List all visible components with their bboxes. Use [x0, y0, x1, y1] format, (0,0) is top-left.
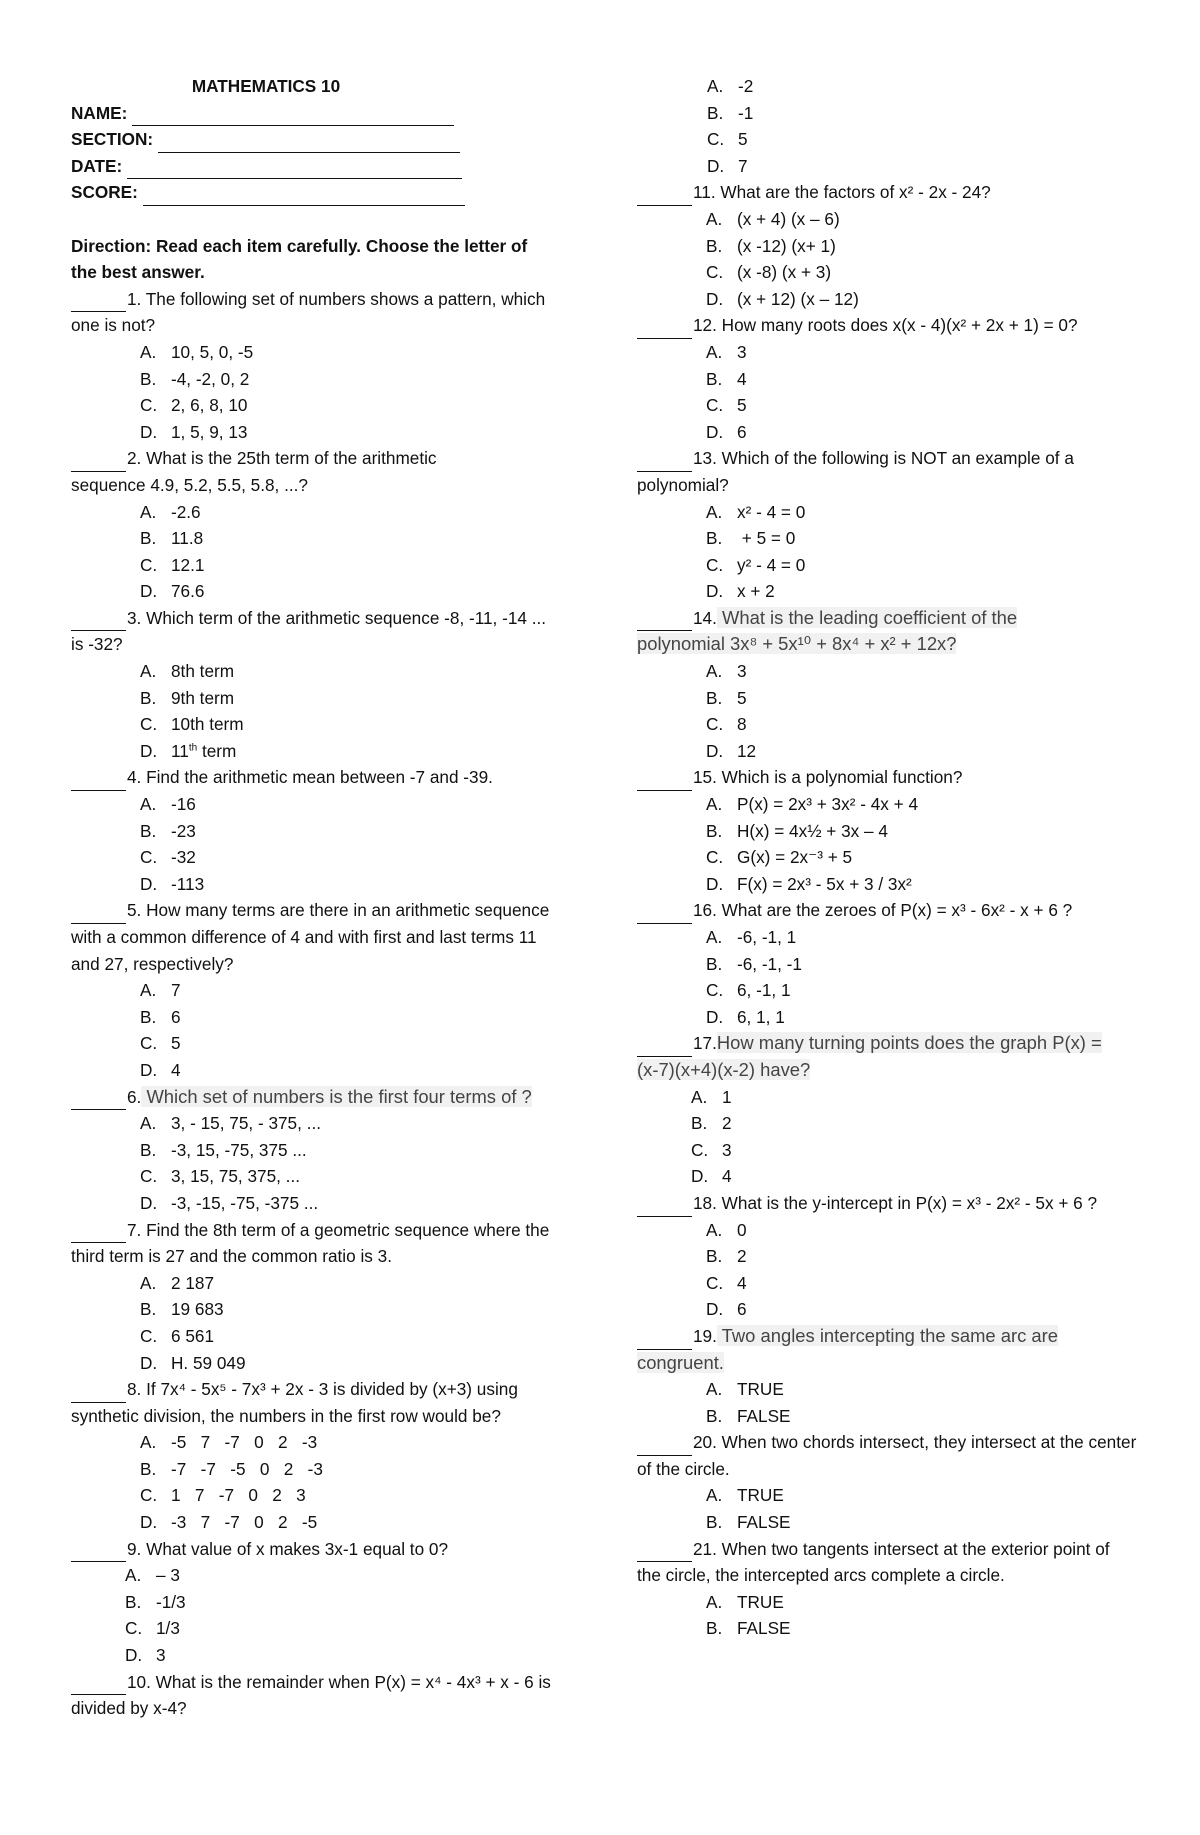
option-a[interactable]: A. -5 7 -7 0 2 -3	[140, 1432, 318, 1453]
option-b[interactable]: B. 19 683	[140, 1299, 224, 1320]
option-c[interactable]: C. y² - 4 = 0	[706, 554, 806, 575]
question-21: 21. When two tangents intersect at the exterior point of the circle, the intercepted arcs complete a circle.	[637, 1538, 1110, 1586]
option-a[interactable]: A. 0	[706, 1219, 747, 1240]
direction-text: Direction: Read each item carefully. Choose the letter of the best answer.	[71, 235, 528, 283]
option-b[interactable]: B. + 5 = 0	[706, 528, 796, 549]
option-b[interactable]: B. -6, -1, -1	[706, 953, 802, 974]
section-field[interactable]	[71, 126, 571, 153]
option-d[interactable]: D. 76.6	[140, 581, 205, 602]
name-field[interactable]	[71, 100, 571, 127]
option-b[interactable]: B. FALSE	[706, 1512, 791, 1533]
option-a[interactable]: A. P(x) = 2x³ + 3x² - 4x + 4	[706, 794, 919, 815]
option-a[interactable]: A. 8th term	[140, 661, 235, 682]
option-b[interactable]: B. -1	[707, 102, 754, 123]
question-10: 10. What is the remainder when P(x) = x⁴ - 4x³ + x - 6 is divided by x-4?	[71, 1671, 551, 1719]
score-label: SCORE:	[71, 182, 138, 203]
option-b[interactable]: B. 2	[691, 1113, 732, 1134]
option-c[interactable]: C. G(x) = 2x⁻³ + 5	[706, 847, 853, 868]
option-b[interactable]: B. FALSE	[706, 1405, 791, 1426]
question-6: 6. Which set of numbers is the first four terms of ?	[71, 1084, 571, 1111]
question-3: 3. Which term of the arithmetic sequence -8, -11, -14 ... is -32?	[71, 607, 547, 655]
option-c[interactable]: C. 10th term	[140, 714, 244, 735]
date-field[interactable]	[71, 153, 571, 180]
option-c[interactable]: C. 5	[140, 1033, 181, 1054]
option-a[interactable]: A. (x + 4) (x – 6)	[706, 208, 840, 229]
section-label: SECTION:	[71, 129, 154, 150]
option-b[interactable]: B. 9th term	[140, 687, 235, 708]
option-a[interactable]: A. -16	[140, 794, 196, 815]
option-a[interactable]: A. x² - 4 = 0	[706, 501, 806, 522]
option-b[interactable]: B. 11.8	[140, 528, 204, 549]
option-b[interactable]: B. -23	[140, 820, 196, 841]
option-c[interactable]: C. 2, 6, 8, 10	[140, 395, 248, 416]
question-8: 8. If 7x⁴ - 5x⁵ - 7x³ + 2x - 3 is divided by (x+3) using synthetic division, the numbers in the first row would be?	[71, 1379, 518, 1426]
answer-blank[interactable]	[71, 1675, 126, 1695]
option-b[interactable]: B. -1/3	[125, 1591, 186, 1612]
option-d[interactable]: D. 6, 1, 1	[706, 1006, 785, 1027]
answer-blank[interactable]	[71, 771, 126, 791]
option-c[interactable]: C. 6 561	[140, 1325, 215, 1346]
answer-blank[interactable]	[637, 771, 692, 791]
option-a[interactable]: A. 3	[706, 341, 747, 362]
score-field[interactable]	[71, 179, 571, 206]
option-a[interactable]: A. – 3	[125, 1565, 180, 1586]
question-14: 14. What is the leading coefficient of the polynomial 3x⁸ + 5x¹⁰ + 8x⁴ + x² + 12x?	[637, 606, 1018, 655]
option-c[interactable]: C. 12.1	[140, 554, 205, 575]
option-d[interactable]: D. 4	[691, 1166, 732, 1187]
option-b[interactable]: B. 6	[140, 1006, 181, 1027]
option-a[interactable]: A. TRUE	[706, 1379, 784, 1400]
option-d[interactable]: D. 1, 5, 9, 13	[140, 421, 248, 442]
option-d[interactable]: D. -3, -15, -75, -375 ...	[140, 1192, 319, 1213]
option-d[interactable]: D. 6	[706, 421, 747, 442]
option-c[interactable]: C. 4	[706, 1272, 747, 1293]
option-b[interactable]: B. (x -12) (x+ 1)	[706, 235, 836, 256]
answer-blank[interactable]	[637, 611, 692, 631]
answer-blank[interactable]	[71, 904, 126, 924]
option-d[interactable]: D. F(x) = 2x³ - 5x + 3 / 3x²	[706, 873, 912, 894]
option-d[interactable]: D. (x + 12) (x – 12)	[706, 288, 859, 309]
option-b[interactable]: B. FALSE	[706, 1618, 791, 1639]
option-c[interactable]: C. (x -8) (x + 3)	[706, 262, 832, 283]
option-b[interactable]: B. -7 -7 -5 0 2 -3	[140, 1458, 323, 1479]
question-7: 7. Find the 8th term of a geometric sequence where the third term is 27 and the common ratio is 3.	[71, 1219, 550, 1267]
question-12: 12. How many roots does x(x - 4)(x² + 2x + 1) = 0?	[637, 312, 1137, 339]
option-a[interactable]: A. 7	[140, 980, 181, 1001]
option-b[interactable]: B. -3, 15, -75, 375 ...	[140, 1139, 307, 1160]
question-15: 15. Which is a polynomial function?	[637, 764, 1137, 791]
option-c[interactable]: C. 5	[706, 395, 747, 416]
option-d[interactable]: D. 6	[706, 1299, 747, 1320]
question-2: 2. What is the 25th term of the arithmetic sequence 4.9, 5.2, 5.5, 5.8, ...?	[71, 448, 437, 495]
answer-blank[interactable]	[637, 1542, 692, 1562]
answer-blank[interactable]	[71, 292, 126, 312]
option-a[interactable]: A. -6, -1, 1	[706, 927, 797, 947]
date-label: DATE:	[71, 155, 123, 176]
answer-blank[interactable]	[637, 1037, 692, 1057]
question-19: 19. Two angles intercepting the same arc are congruent.	[637, 1324, 1059, 1373]
right-column	[637, 73, 1137, 1642]
option-a[interactable]: A. 10, 5, 0, -5	[140, 341, 254, 362]
option-d[interactable]: D. 4	[140, 1059, 181, 1080]
option-c[interactable]: C. 3, 15, 75, 375, ...	[140, 1166, 300, 1187]
option-d[interactable]: D. -113	[140, 873, 205, 894]
option-a[interactable]: A. 3	[706, 661, 747, 682]
answer-blank[interactable]	[71, 1383, 126, 1403]
option-d[interactable]: D. x + 2	[706, 581, 775, 602]
name-label: NAME:	[71, 102, 128, 123]
answer-blank[interactable]	[637, 186, 692, 206]
option-d[interactable]: D. 12	[706, 740, 757, 761]
option-c[interactable]: C. 1 7 -7 0 2 3	[140, 1485, 306, 1506]
answer-blank[interactable]	[637, 904, 692, 924]
answer-blank[interactable]	[71, 1090, 126, 1110]
answer-blank[interactable]	[637, 1436, 692, 1456]
page-title: MATHEMATICS 10	[191, 76, 341, 96]
option-d[interactable]: D. 3	[125, 1645, 166, 1666]
answer-blank[interactable]	[637, 319, 692, 339]
question-5: 5. How many terms are there in an arithmetic sequence with a common difference of 4 and with first and last terms 11 and 27, respectively?	[71, 900, 550, 974]
option-a[interactable]: A. -2	[707, 76, 754, 96]
option-a[interactable]: A. TRUE	[706, 1591, 784, 1612]
answer-blank[interactable]	[637, 1197, 692, 1217]
question-1: 1. The following set of numbers shows a pattern, which one is not?	[71, 288, 546, 336]
question-13: 13. Which of the following is NOT an example of a polynomial?	[637, 448, 1074, 495]
option-c[interactable]: C. -32	[140, 847, 196, 868]
option-b[interactable]: B. 5	[706, 687, 747, 708]
option-d[interactable]: D. 7	[707, 155, 748, 176]
option-b[interactable]: B. 4	[706, 368, 747, 389]
option-d[interactable]: D. 11th term	[140, 740, 237, 761]
question-9: 9. What value of x makes 3x-1 equal to 0?	[71, 1536, 571, 1563]
answer-blank[interactable]	[637, 1330, 692, 1350]
answer-blank[interactable]	[71, 1542, 126, 1562]
option-a[interactable]: A. 2 187	[140, 1272, 215, 1293]
option-d[interactable]: D. -3 7 -7 0 2 -5	[140, 1512, 318, 1533]
option-d[interactable]: D. H. 59 049	[140, 1352, 246, 1373]
question-11: 11. What are the factors of x² - 2x - 24?	[637, 179, 1137, 206]
left-column	[71, 73, 571, 1722]
answer-blank[interactable]	[637, 452, 692, 472]
question-16: 16. What are the zeroes of P(x) = x³ - 6x² - x + 6 ?	[637, 897, 1137, 924]
option-c[interactable]: C. 1/3	[125, 1618, 180, 1639]
option-c[interactable]: C. 3	[691, 1139, 732, 1160]
option-c[interactable]: C. 8	[706, 714, 747, 735]
answer-blank[interactable]	[71, 452, 126, 472]
option-b[interactable]: B. -4, -2, 0, 2	[140, 368, 250, 389]
question-17: 17.How many turning points does the graph P(x) = (x-7)(x+4)(x-2) have?	[637, 1032, 1102, 1080]
question-4: 4. Find the arithmetic mean between -7 and -39.	[71, 764, 571, 791]
option-a[interactable]: A. -2.6	[140, 501, 201, 522]
option-b[interactable]: B. H(x) = 4x½ + 3x – 4	[706, 820, 888, 841]
answer-blank[interactable]	[71, 1223, 126, 1243]
option-a[interactable]: A. 3, - 15, 75, - 375, ...	[140, 1113, 321, 1134]
option-c[interactable]: C. 5	[707, 129, 748, 150]
option-b[interactable]: B. 2	[706, 1246, 747, 1267]
option-a[interactable]: A. 1	[691, 1086, 732, 1107]
option-c[interactable]: C. 6, -1, 1	[706, 980, 791, 1001]
question-18: 18. What is the y-intercept in P(x) = x³ - 2x² - 5x + 6 ?	[637, 1190, 1137, 1217]
answer-blank[interactable]	[71, 611, 126, 631]
question-20: 20. When two chords intersect, they intersect at the center of the circle.	[637, 1432, 1137, 1479]
option-a[interactable]: A. TRUE	[706, 1485, 784, 1506]
